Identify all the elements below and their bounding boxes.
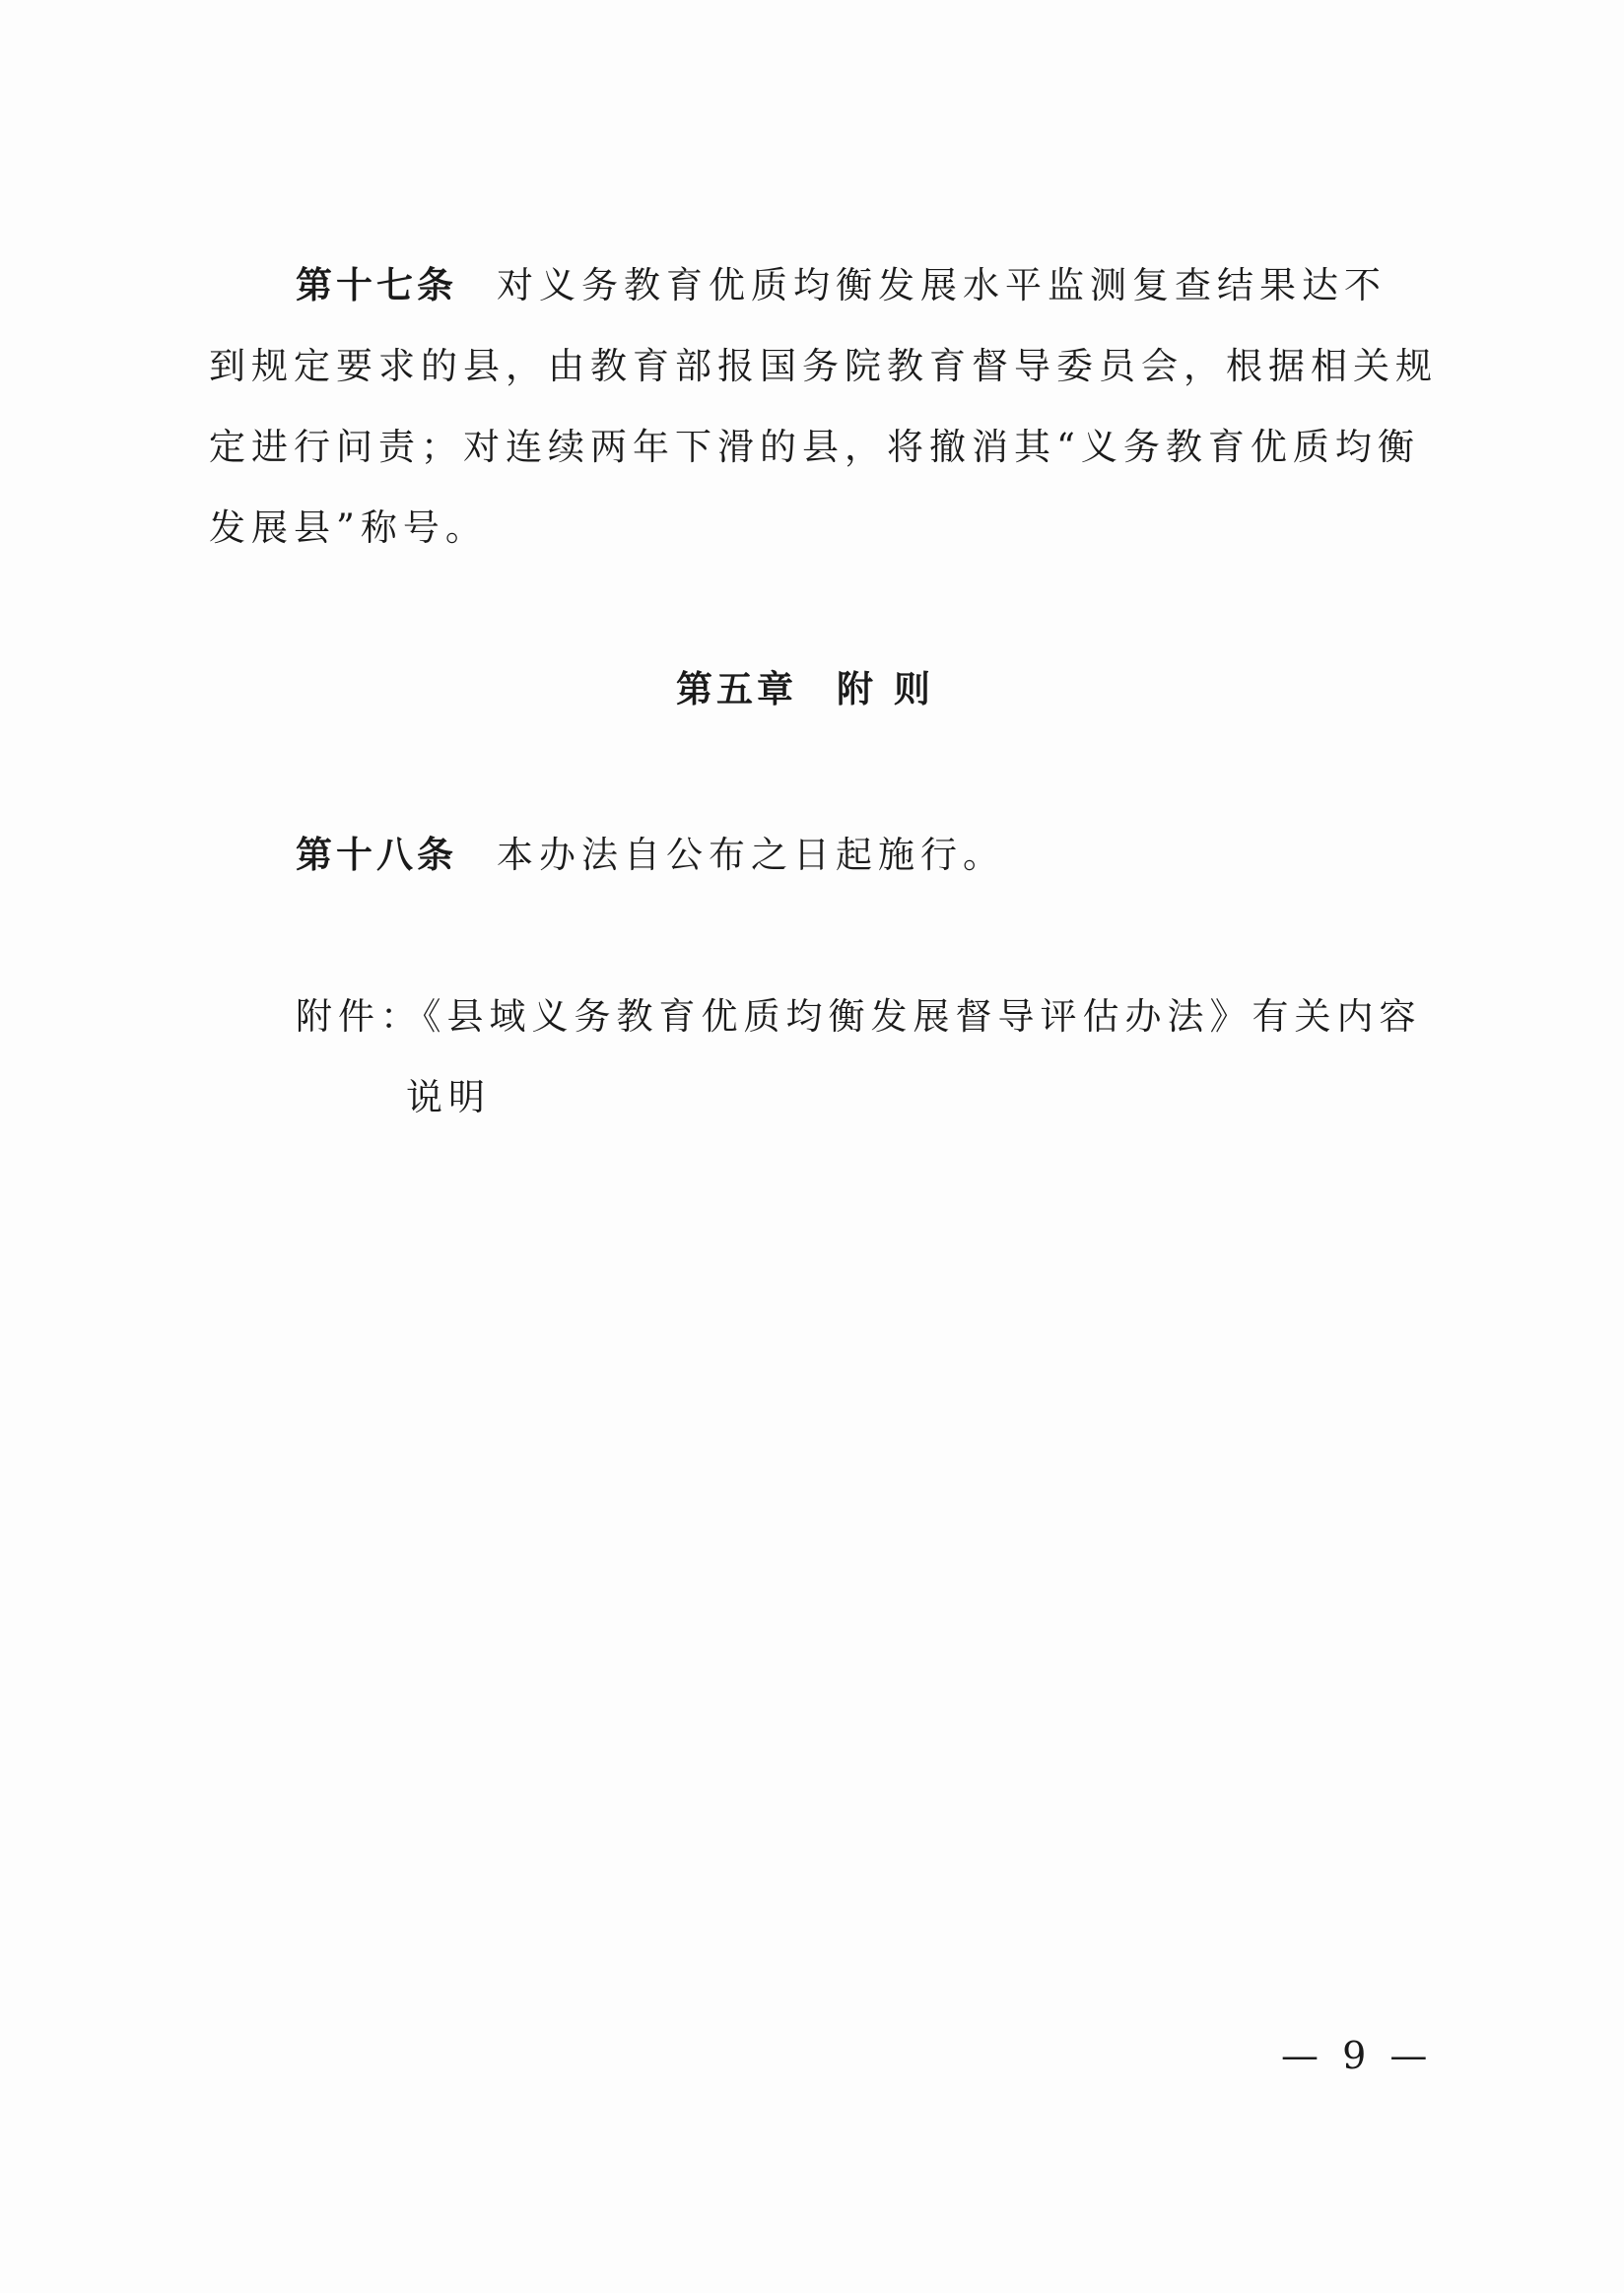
article-17-heading: 第十七条 (296, 264, 457, 306)
article-18-line (296, 836, 1005, 875)
chapter-title: 附 则 (837, 668, 934, 710)
article-17-line-3: 定进行问责；对连续两年下滑的县，将撤消其“义务教育优质均衡 (209, 426, 1420, 468)
article-18-text: 本办法自公布之日起施行。 (497, 834, 1005, 876)
article-18-heading: 第十八条 (296, 834, 457, 876)
page-number: — 9 — (1281, 2034, 1434, 2077)
attachment-line-1: 附件：《县域义务教育优质均衡发展督导评估办法》有关内容 (296, 995, 1422, 1038)
chapter-heading (676, 670, 934, 709)
article-17-line-2: 到规定要求的县，由教育部报国务院教育督导委员会，根据相关规 (209, 345, 1438, 387)
article-17-line-1 (296, 266, 1387, 305)
article-17-line-4: 发展县”称号。 (209, 506, 488, 549)
chapter-number: 第五章 (676, 668, 797, 710)
attachment-line-2: 说明 (406, 1076, 491, 1118)
article-17-text-1: 对义务教育优质均衡发展水平监测复查结果达不 (497, 264, 1387, 306)
